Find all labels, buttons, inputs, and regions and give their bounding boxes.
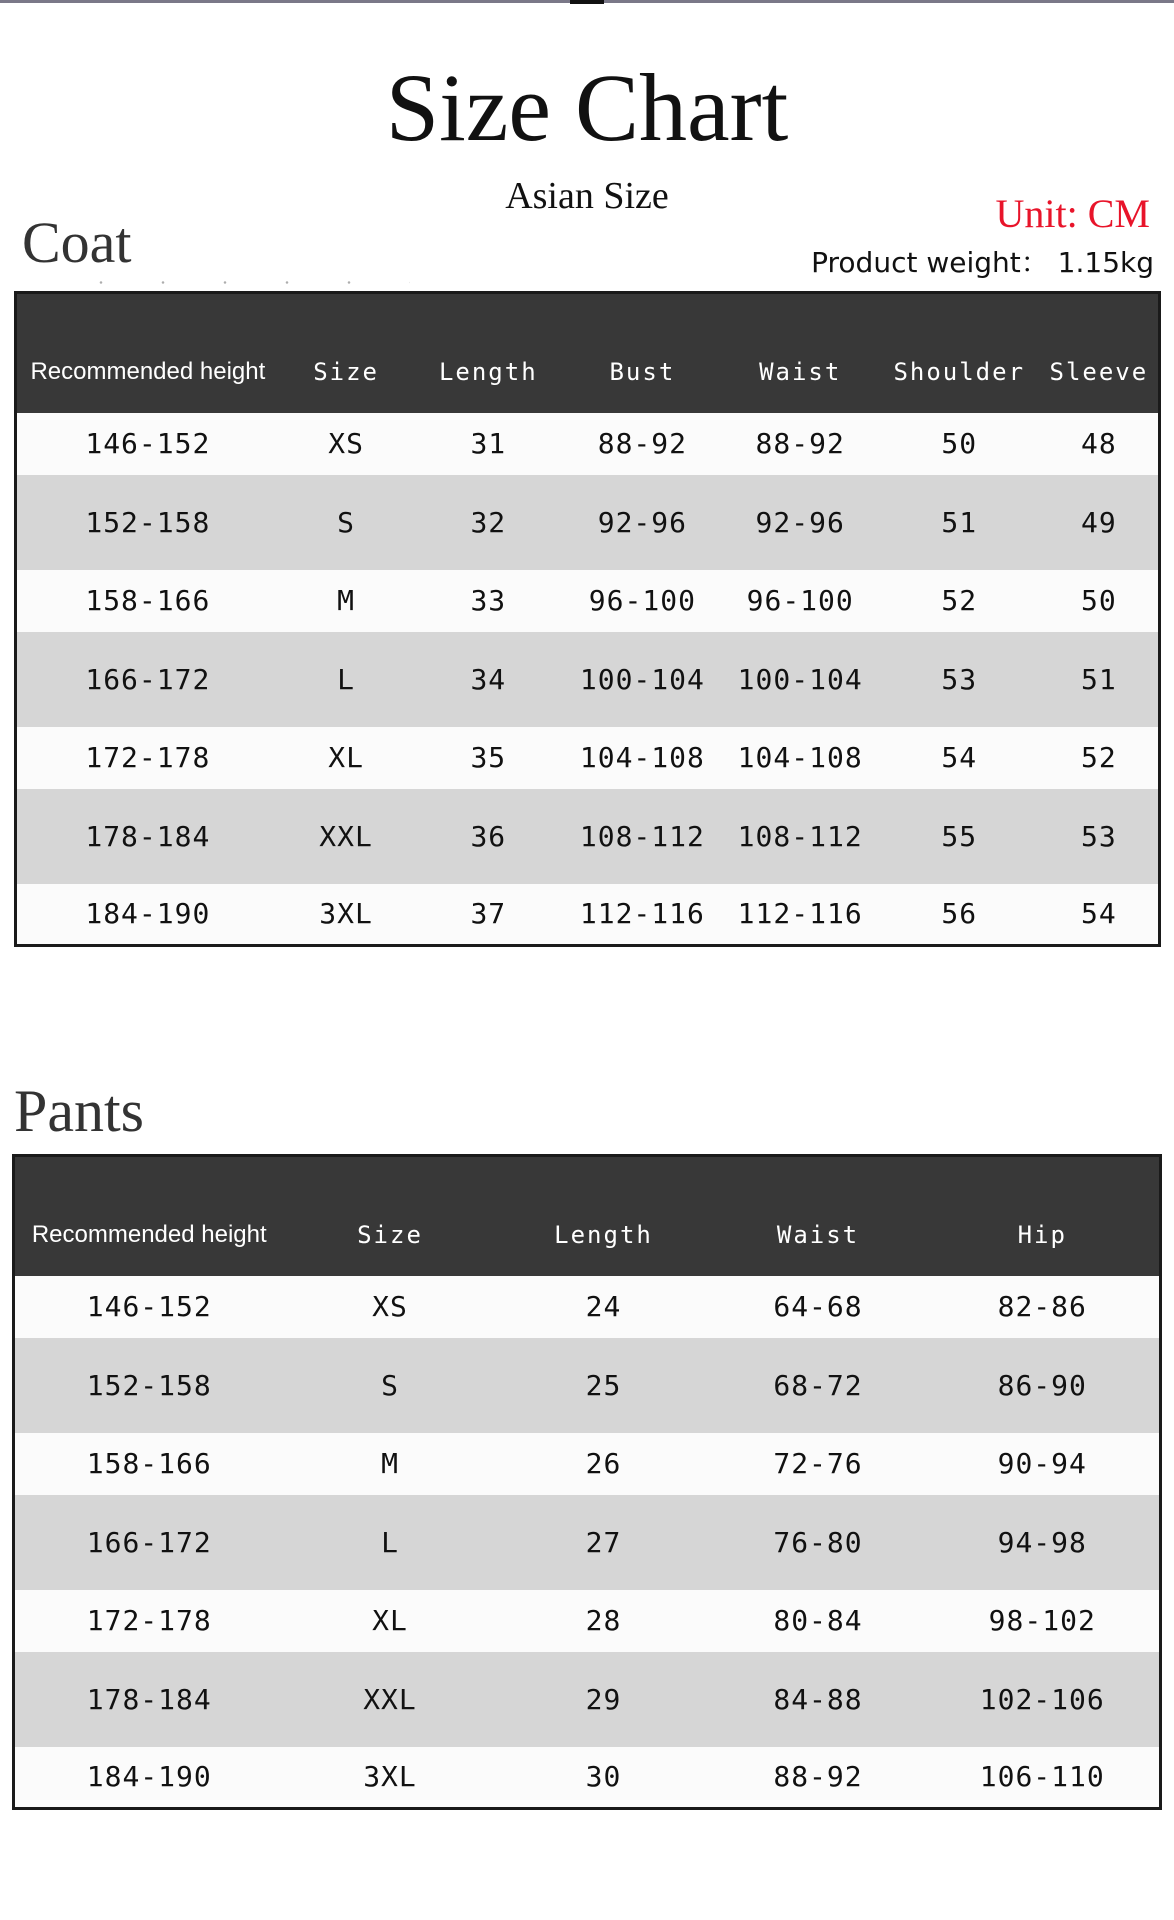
cell-length: 30	[497, 1747, 711, 1809]
col-header-length: Length	[497, 1156, 711, 1276]
cell-sleeve: 48	[1040, 413, 1160, 475]
table-row	[16, 413, 1160, 475]
cell-shoulder: 50	[879, 413, 1040, 475]
cell-bust: 96-100	[563, 570, 721, 632]
table-row	[14, 1338, 1161, 1433]
cell-waist: 64-68	[711, 1276, 926, 1338]
col-header-waist: Waist	[711, 1156, 926, 1276]
cell-waist: 88-92	[711, 1747, 926, 1809]
cell-size: L	[279, 632, 414, 727]
col-header-waist: Waist	[722, 293, 879, 413]
page-title: Size Chart	[385, 54, 789, 161]
cell-length: 26	[497, 1433, 711, 1495]
cell-height: 158-166	[14, 1433, 284, 1495]
cell-bust: 112-116	[563, 884, 721, 946]
cell-waist: 76-80	[711, 1495, 926, 1590]
cell-waist: 84-88	[711, 1652, 926, 1747]
col-header-length: Length	[413, 293, 563, 413]
table-row	[16, 632, 1160, 727]
cell-waist: 92-96	[722, 475, 879, 570]
cell-length: 24	[497, 1276, 711, 1338]
product-weight: Product weight： 1.15kg	[811, 246, 1154, 279]
cell-size: S	[279, 475, 414, 570]
cell-length: 33	[413, 570, 563, 632]
cell-waist: 100-104	[722, 632, 879, 727]
unit-label: Unit: CM	[995, 191, 1150, 236]
cell-height: 158-166	[16, 570, 279, 632]
cell-shoulder: 52	[879, 570, 1040, 632]
cell-size: S	[284, 1338, 497, 1433]
cell-bust: 88-92	[563, 413, 721, 475]
cell-waist: 104-108	[722, 727, 879, 789]
cell-sleeve: 49	[1040, 475, 1160, 570]
cell-size: XL	[284, 1590, 497, 1652]
cell-sleeve: 52	[1040, 727, 1160, 789]
cell-waist: 96-100	[722, 570, 879, 632]
cell-length: 25	[497, 1338, 711, 1433]
cell-height: 166-172	[16, 632, 279, 727]
cell-bust: 100-104	[563, 632, 721, 727]
cell-hip: 106-110	[926, 1747, 1161, 1809]
cell-size: XS	[284, 1276, 497, 1338]
table-row	[14, 1433, 1161, 1495]
decorative-dots	[70, 281, 410, 284]
cell-size: 3XL	[279, 884, 414, 946]
top-notch	[570, 0, 604, 4]
col-header-sleeve: Sleeve	[1040, 293, 1160, 413]
table-row	[14, 1495, 1161, 1590]
cell-length: 37	[413, 884, 563, 946]
cell-length: 28	[497, 1590, 711, 1652]
coat-section-title: Coat	[22, 210, 132, 275]
cell-shoulder: 53	[879, 632, 1040, 727]
col-header-size: Size	[284, 1156, 497, 1276]
cell-shoulder: 51	[879, 475, 1040, 570]
cell-hip: 102-106	[926, 1652, 1161, 1747]
cell-waist: 72-76	[711, 1433, 926, 1495]
cell-height: 166-172	[14, 1495, 284, 1590]
cell-length: 34	[413, 632, 563, 727]
table-row	[14, 1652, 1161, 1747]
cell-shoulder: 54	[879, 727, 1040, 789]
cell-sleeve: 53	[1040, 789, 1160, 884]
cell-waist: 68-72	[711, 1338, 926, 1433]
table-row	[16, 570, 1160, 632]
cell-length: 32	[413, 475, 563, 570]
cell-size: M	[284, 1433, 497, 1495]
cell-bust: 92-96	[563, 475, 721, 570]
cell-length: 35	[413, 727, 563, 789]
cell-length: 29	[497, 1652, 711, 1747]
cell-size: XXL	[279, 789, 414, 884]
col-header-bust: Bust	[563, 293, 721, 413]
cell-size: M	[279, 570, 414, 632]
cell-hip: 82-86	[926, 1276, 1161, 1338]
cell-height: 152-158	[14, 1338, 284, 1433]
page-subtitle: Asian Size	[505, 175, 669, 217]
cell-height: 184-190	[14, 1747, 284, 1809]
pants-size-table	[12, 1154, 1162, 1810]
cell-hip: 90-94	[926, 1433, 1161, 1495]
cell-hip: 86-90	[926, 1338, 1161, 1433]
cell-size: XS	[279, 413, 414, 475]
cell-height: 172-178	[14, 1590, 284, 1652]
cell-height: 178-184	[16, 789, 279, 884]
table-row	[16, 789, 1160, 884]
col-header-hip: Hip	[926, 1156, 1161, 1276]
cell-sleeve: 54	[1040, 884, 1160, 946]
coat-size-table	[14, 291, 1161, 947]
coat-header-row	[16, 293, 1160, 413]
table-row	[16, 727, 1160, 789]
cell-waist: 112-116	[722, 884, 879, 946]
cell-length: 31	[413, 413, 563, 475]
table-row	[14, 1747, 1161, 1809]
cell-hip: 94-98	[926, 1495, 1161, 1590]
cell-height: 152-158	[16, 475, 279, 570]
cell-size: L	[284, 1495, 497, 1590]
cell-shoulder: 56	[879, 884, 1040, 946]
cell-shoulder: 55	[879, 789, 1040, 884]
cell-hip: 98-102	[926, 1590, 1161, 1652]
cell-size: XXL	[284, 1652, 497, 1747]
cell-waist: 80-84	[711, 1590, 926, 1652]
cell-height: 146-152	[16, 413, 279, 475]
table-row	[16, 884, 1160, 946]
cell-waist: 88-92	[722, 413, 879, 475]
cell-waist: 108-112	[722, 789, 879, 884]
table-row	[14, 1276, 1161, 1338]
col-header-recommended-height: Recommended height	[14, 1156, 284, 1276]
cell-height: 184-190	[16, 884, 279, 946]
cell-length: 36	[413, 789, 563, 884]
pants-section-title: Pants	[14, 1078, 145, 1144]
cell-height: 172-178	[16, 727, 279, 789]
cell-bust: 108-112	[563, 789, 721, 884]
cell-size: 3XL	[284, 1747, 497, 1809]
cell-length: 27	[497, 1495, 711, 1590]
cell-sleeve: 51	[1040, 632, 1160, 727]
pants-header-row	[14, 1156, 1161, 1276]
cell-bust: 104-108	[563, 727, 721, 789]
cell-height: 146-152	[14, 1276, 284, 1338]
col-header-shoulder: Shoulder	[879, 293, 1040, 413]
cell-height: 178-184	[14, 1652, 284, 1747]
cell-size: XL	[279, 727, 414, 789]
col-header-recommended-height: Recommended height	[16, 293, 279, 413]
cell-sleeve: 50	[1040, 570, 1160, 632]
table-row	[14, 1590, 1161, 1652]
table-row	[16, 475, 1160, 570]
col-header-size: Size	[279, 293, 414, 413]
